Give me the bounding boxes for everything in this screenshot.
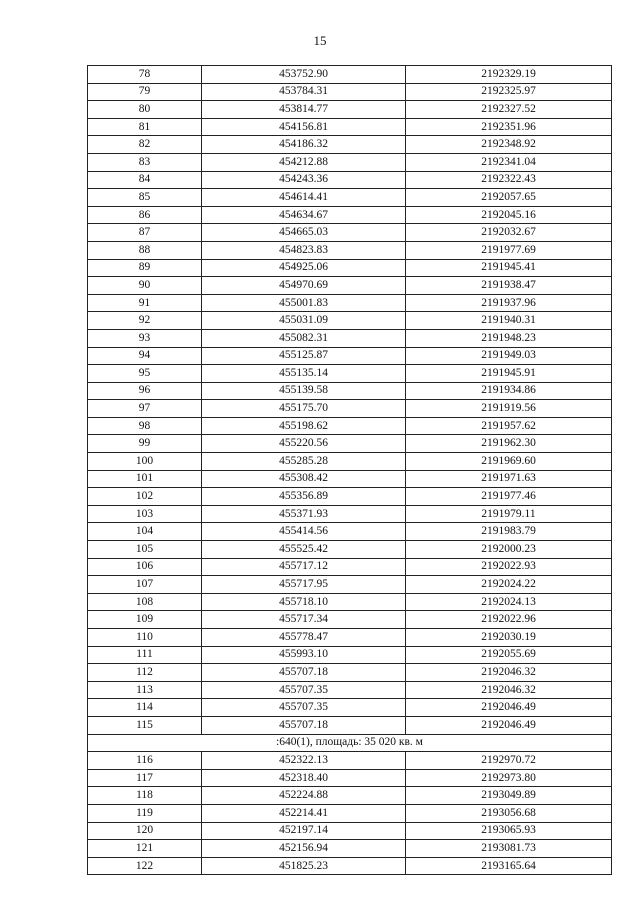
x-coordinate-cell: 454212.88	[202, 153, 406, 171]
point-number-cell: 115	[88, 716, 202, 734]
y-coordinate-cell: 2191962.30	[406, 435, 612, 453]
table-row	[88, 822, 612, 840]
table-row	[88, 769, 612, 787]
point-number-cell: 96	[88, 382, 202, 400]
y-coordinate-cell: 2192030.19	[406, 629, 612, 647]
table-row	[88, 312, 612, 330]
x-coordinate-cell: 452214.41	[202, 804, 406, 822]
y-coordinate-cell: 2191934.86	[406, 382, 612, 400]
page-number: 15	[313, 33, 327, 48]
coordinates-table	[87, 65, 612, 875]
point-number-cell: 79	[88, 83, 202, 101]
table-row	[88, 664, 612, 682]
point-number-cell: 82	[88, 136, 202, 154]
table-row	[88, 576, 612, 594]
table-row	[88, 171, 612, 189]
x-coordinate-cell: 455139.58	[202, 382, 406, 400]
point-number-cell: 119	[88, 804, 202, 822]
point-number-cell: 81	[88, 118, 202, 136]
x-coordinate-cell: 454186.32	[202, 136, 406, 154]
x-coordinate-cell: 453784.31	[202, 83, 406, 101]
point-number-cell: 87	[88, 224, 202, 242]
x-coordinate-cell: 455371.93	[202, 505, 406, 523]
table-row	[88, 558, 612, 576]
y-coordinate-cell: 2193065.93	[406, 822, 612, 840]
x-coordinate-cell: 453814.77	[202, 101, 406, 119]
table-row	[88, 153, 612, 171]
x-coordinate-cell: 455175.70	[202, 400, 406, 418]
point-number-cell: 117	[88, 769, 202, 787]
y-coordinate-cell: 2191949.03	[406, 347, 612, 365]
point-number-cell: 103	[88, 505, 202, 523]
table-row	[88, 716, 612, 734]
coordinates-block-b	[88, 752, 612, 875]
y-coordinate-cell: 2192055.69	[406, 646, 612, 664]
x-coordinate-cell: 454243.36	[202, 171, 406, 189]
table-row	[88, 365, 612, 383]
table-row	[88, 224, 612, 242]
table-row	[88, 66, 612, 84]
y-coordinate-cell: 2191969.60	[406, 453, 612, 471]
point-number-cell: 101	[88, 470, 202, 488]
table-row	[88, 118, 612, 136]
x-coordinate-cell: 452197.14	[202, 822, 406, 840]
point-number-cell: 85	[88, 189, 202, 207]
y-coordinate-cell: 2191979.11	[406, 505, 612, 523]
point-number-cell: 102	[88, 488, 202, 506]
x-coordinate-cell: 455285.28	[202, 453, 406, 471]
point-number-cell: 90	[88, 277, 202, 295]
table-row	[88, 699, 612, 717]
y-coordinate-cell: 2192325.97	[406, 83, 612, 101]
y-coordinate-cell: 2191937.96	[406, 294, 612, 312]
point-number-cell: 99	[88, 435, 202, 453]
point-number-cell: 93	[88, 329, 202, 347]
x-coordinate-cell: 455525.42	[202, 541, 406, 559]
y-coordinate-cell: 2192046.32	[406, 664, 612, 682]
table-row	[88, 857, 612, 875]
y-coordinate-cell: 2192046.32	[406, 681, 612, 699]
point-number-cell: 97	[88, 400, 202, 418]
point-number-cell: 122	[88, 857, 202, 875]
point-number-cell: 84	[88, 171, 202, 189]
section-row	[88, 734, 612, 752]
table-row	[88, 83, 612, 101]
x-coordinate-cell: 455308.42	[202, 470, 406, 488]
x-coordinate-cell: 454634.67	[202, 206, 406, 224]
y-coordinate-cell: 2192022.93	[406, 558, 612, 576]
point-number-cell: 83	[88, 153, 202, 171]
y-coordinate-cell: 2192000.23	[406, 541, 612, 559]
point-number-cell: 121	[88, 840, 202, 858]
table-row	[88, 840, 612, 858]
x-coordinate-cell: 451825.23	[202, 857, 406, 875]
x-coordinate-cell: 455220.56	[202, 435, 406, 453]
x-coordinate-cell: 455082.31	[202, 329, 406, 347]
point-number-cell: 100	[88, 453, 202, 471]
x-coordinate-cell: 452156.94	[202, 840, 406, 858]
x-coordinate-cell: 455707.35	[202, 699, 406, 717]
table-row	[88, 629, 612, 647]
point-number-cell: 114	[88, 699, 202, 717]
point-number-cell: 109	[88, 611, 202, 629]
x-coordinate-cell: 455707.35	[202, 681, 406, 699]
table-row	[88, 435, 612, 453]
x-coordinate-cell: 454925.06	[202, 259, 406, 277]
x-coordinate-cell: 455717.12	[202, 558, 406, 576]
y-coordinate-cell: 2191945.41	[406, 259, 612, 277]
y-coordinate-cell: 2191983.79	[406, 523, 612, 541]
y-coordinate-cell: 2193081.73	[406, 840, 612, 858]
x-coordinate-cell: 454614.41	[202, 189, 406, 207]
y-coordinate-cell: 2191977.69	[406, 241, 612, 259]
y-coordinate-cell: 2191938.47	[406, 277, 612, 295]
y-coordinate-cell: 2192973.80	[406, 769, 612, 787]
table-row	[88, 611, 612, 629]
table-row	[88, 101, 612, 119]
point-number-cell: 113	[88, 681, 202, 699]
y-coordinate-cell: 2191919.56	[406, 400, 612, 418]
x-coordinate-cell: 455031.09	[202, 312, 406, 330]
point-number-cell: 108	[88, 593, 202, 611]
point-number-cell: 120	[88, 822, 202, 840]
table-row	[88, 294, 612, 312]
point-number-cell: 91	[88, 294, 202, 312]
y-coordinate-cell: 2192032.67	[406, 224, 612, 242]
point-number-cell: 111	[88, 646, 202, 664]
y-coordinate-cell: 2191940.31	[406, 312, 612, 330]
x-coordinate-cell: 455001.83	[202, 294, 406, 312]
table-row	[88, 470, 612, 488]
y-coordinate-cell: 2192329.19	[406, 66, 612, 84]
x-coordinate-cell: 455414.56	[202, 523, 406, 541]
point-number-cell: 104	[88, 523, 202, 541]
table-row	[88, 382, 612, 400]
table-row	[88, 646, 612, 664]
x-coordinate-cell: 455198.62	[202, 417, 406, 435]
point-number-cell: 88	[88, 241, 202, 259]
table-row	[88, 541, 612, 559]
point-number-cell: 110	[88, 629, 202, 647]
y-coordinate-cell: 2191957.62	[406, 417, 612, 435]
y-coordinate-cell: 2191948.23	[406, 329, 612, 347]
y-coordinate-cell: 2192024.13	[406, 593, 612, 611]
y-coordinate-cell: 2192046.49	[406, 699, 612, 717]
point-number-cell: 112	[88, 664, 202, 682]
y-coordinate-cell: 2192322.43	[406, 171, 612, 189]
y-coordinate-cell: 2192348.92	[406, 136, 612, 154]
x-coordinate-cell: 454970.69	[202, 277, 406, 295]
y-coordinate-cell: 2192057.65	[406, 189, 612, 207]
y-coordinate-cell: 2191971.63	[406, 470, 612, 488]
table-row	[88, 277, 612, 295]
x-coordinate-cell: 455717.95	[202, 576, 406, 594]
point-number-cell: 86	[88, 206, 202, 224]
table-row	[88, 241, 612, 259]
x-coordinate-cell: 455717.34	[202, 611, 406, 629]
table-row	[88, 752, 612, 770]
x-coordinate-cell: 455707.18	[202, 716, 406, 734]
table-row	[88, 804, 612, 822]
table-row	[88, 453, 612, 471]
y-coordinate-cell: 2192045.16	[406, 206, 612, 224]
table-row	[88, 400, 612, 418]
table-row	[88, 347, 612, 365]
x-coordinate-cell: 455718.10	[202, 593, 406, 611]
table-row	[88, 189, 612, 207]
x-coordinate-cell: 455993.10	[202, 646, 406, 664]
y-coordinate-cell: 2193049.89	[406, 787, 612, 805]
y-coordinate-cell: 2192022.96	[406, 611, 612, 629]
x-coordinate-cell: 452318.40	[202, 769, 406, 787]
point-number-cell: 106	[88, 558, 202, 576]
table-row	[88, 505, 612, 523]
point-number-cell: 105	[88, 541, 202, 559]
x-coordinate-cell: 452224.88	[202, 787, 406, 805]
y-coordinate-cell: 2192341.04	[406, 153, 612, 171]
point-number-cell: 95	[88, 365, 202, 383]
point-number-cell: 118	[88, 787, 202, 805]
point-number-cell: 80	[88, 101, 202, 119]
y-coordinate-cell: 2193165.64	[406, 857, 612, 875]
y-coordinate-cell: 2192970.72	[406, 752, 612, 770]
table-row	[88, 259, 612, 277]
section-block	[88, 734, 612, 752]
point-number-cell: 92	[88, 312, 202, 330]
point-number-cell: 89	[88, 259, 202, 277]
x-coordinate-cell: 453752.90	[202, 66, 406, 84]
table-row	[88, 787, 612, 805]
x-coordinate-cell: 455125.87	[202, 347, 406, 365]
table-row	[88, 488, 612, 506]
x-coordinate-cell: 454665.03	[202, 224, 406, 242]
coordinates-block-a	[88, 66, 612, 735]
point-number-cell: 116	[88, 752, 202, 770]
table-row	[88, 523, 612, 541]
x-coordinate-cell: 454156.81	[202, 118, 406, 136]
y-coordinate-cell: 2192351.96	[406, 118, 612, 136]
point-number-cell: 78	[88, 66, 202, 84]
y-coordinate-cell: 2193056.68	[406, 804, 612, 822]
table-row	[88, 136, 612, 154]
section-label: :640(1), площадь: 35 020 кв. м	[88, 734, 612, 752]
x-coordinate-cell: 455135.14	[202, 365, 406, 383]
point-number-cell: 107	[88, 576, 202, 594]
table-row	[88, 329, 612, 347]
table-row	[88, 206, 612, 224]
y-coordinate-cell: 2191945.91	[406, 365, 612, 383]
point-number-cell: 94	[88, 347, 202, 365]
y-coordinate-cell: 2191977.46	[406, 488, 612, 506]
x-coordinate-cell: 455356.89	[202, 488, 406, 506]
point-number-cell: 98	[88, 417, 202, 435]
x-coordinate-cell: 454823.83	[202, 241, 406, 259]
table-row	[88, 681, 612, 699]
table-row	[88, 417, 612, 435]
table-row	[88, 593, 612, 611]
y-coordinate-cell: 2192024.22	[406, 576, 612, 594]
y-coordinate-cell: 2192046.49	[406, 716, 612, 734]
x-coordinate-cell: 452322.13	[202, 752, 406, 770]
x-coordinate-cell: 455707.18	[202, 664, 406, 682]
y-coordinate-cell: 2192327.52	[406, 101, 612, 119]
x-coordinate-cell: 455778.47	[202, 629, 406, 647]
